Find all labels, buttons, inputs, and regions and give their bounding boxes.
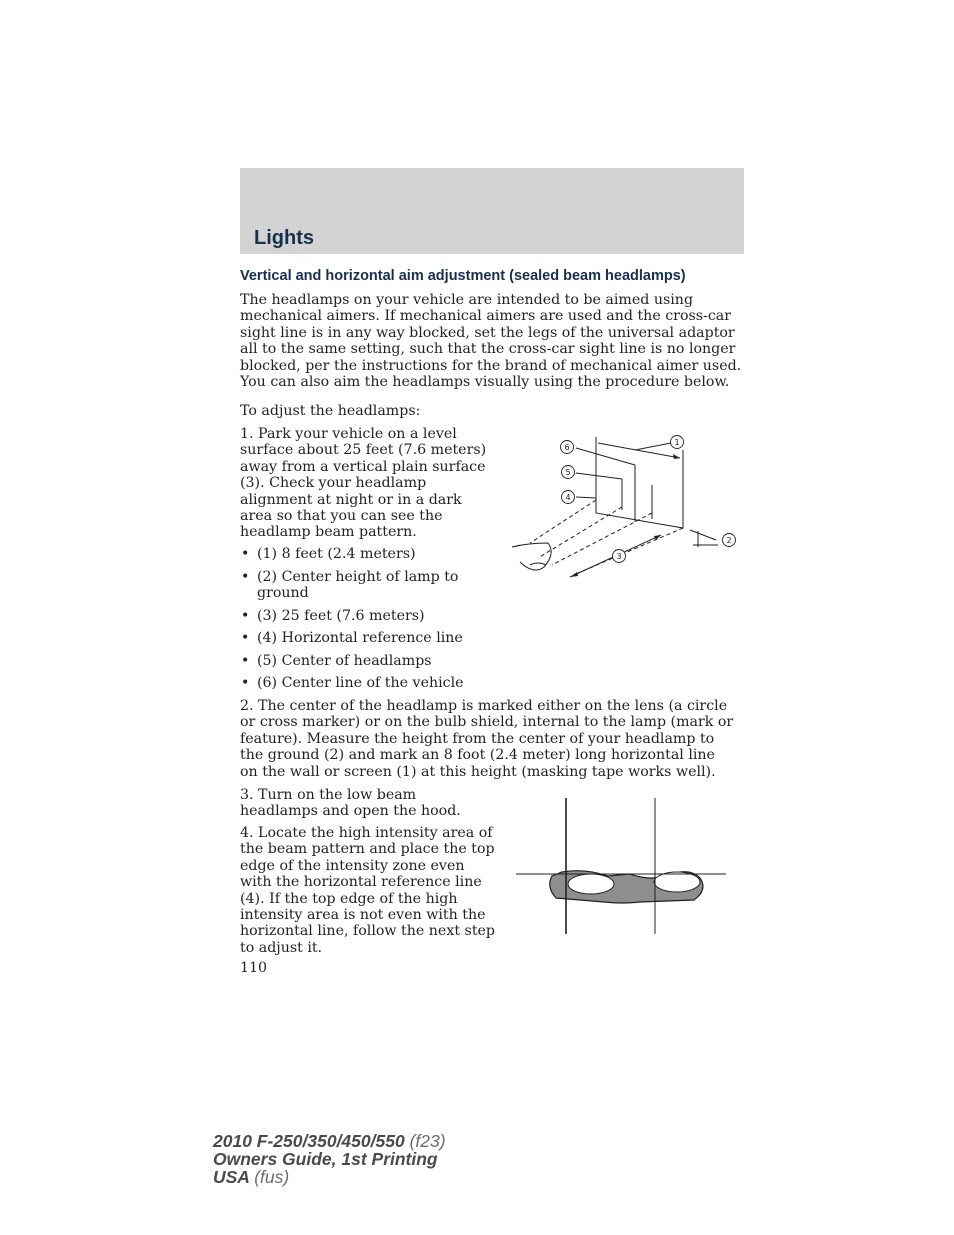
legend-item: • (6) Center line of the vehicle bbox=[240, 675, 496, 691]
intro-paragraph: The headlamps on your vehicle are intended to be aimed using mechanical aimers. If mechanical aimers are used and the cross-car sight line is in any way blocked, set the legs of the universal adaptor all to the same setting, such that the cross-car sight line is no longer blocked, per the instructions for the brand of mechanical aimer used. You can also aim the headlamps visually using the procedure below. bbox=[240, 292, 742, 391]
step-2-text: 2. The center of the headlamp is marked either on the lens (a circle or cross marker) or on the bulb shield, internal to the lamp (mark or feature). Measure the height from the center of your headlamp to the ground (2) and mark an 8 foot (2.4 meter) long horizontal line on the wall or screen (1) at this height (masking tape works well). bbox=[240, 698, 734, 780]
footer-model-code: (f23) bbox=[409, 1131, 446, 1151]
callout-4: 4 bbox=[565, 493, 571, 502]
footer-printing: Owners Guide, 1st Printing bbox=[213, 1149, 438, 1169]
step-4-text: 4. Locate the high intensity area of the beam pattern and place the top edge of the intensity zone even with the horizontal reference line (4). If the top edge of the high intensity area is not even with the horizontal line, follow the next step to adjust it. bbox=[240, 825, 496, 956]
callout-3: 3 bbox=[616, 552, 622, 561]
headlamp-aim-diagram bbox=[508, 425, 740, 585]
beam-pattern-diagram bbox=[512, 792, 728, 938]
footer-region: USA bbox=[213, 1167, 250, 1187]
document-footer bbox=[213, 1132, 446, 1186]
callout-5: 5 bbox=[565, 468, 571, 477]
section-header-band bbox=[240, 168, 744, 254]
legend-list bbox=[240, 546, 496, 698]
legend-item: • (1) 8 feet (2.4 meters) bbox=[240, 546, 496, 562]
section-title: Lights bbox=[254, 227, 314, 249]
legend-item: • (2) Center height of lamp to ground bbox=[240, 569, 496, 602]
callout-1: 1 bbox=[674, 438, 680, 447]
step-1-text: 1. Park your vehicle on a level surface about 25 feet (7.6 meters) away from a vertical plain surface (3). Check your headlamp alignment at night or in a dark area so that you can see the headlamp beam pattern. bbox=[240, 426, 487, 541]
footer-region-code: (fus) bbox=[254, 1167, 290, 1187]
to-adjust-text: To adjust the headlamps: bbox=[240, 403, 421, 419]
callout-2: 2 bbox=[726, 536, 732, 545]
callout-6: 6 bbox=[564, 443, 570, 452]
page-number: 110 bbox=[240, 960, 268, 976]
footer-model: 2010 F-250/350/450/550 bbox=[213, 1131, 405, 1151]
legend-item: • (5) Center of headlamps bbox=[240, 653, 496, 669]
legend-item: • (3) 25 feet (7.6 meters) bbox=[240, 608, 496, 624]
legend-item: • (4) Horizontal reference line bbox=[240, 630, 496, 646]
subheading: Vertical and horizontal aim adjustment (sealed beam headlamps) bbox=[240, 268, 686, 284]
step-3-text: 3. Turn on the low beam headlamps and open the hood. bbox=[240, 787, 461, 820]
